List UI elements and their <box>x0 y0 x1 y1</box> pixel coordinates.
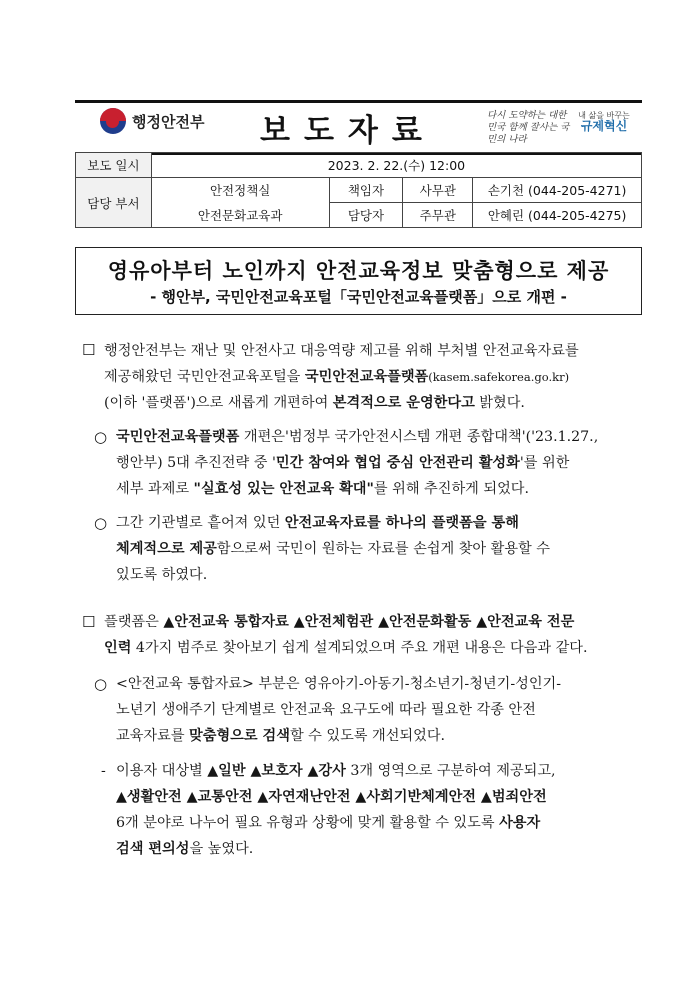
emphasis-text: 인력 <box>104 640 132 656</box>
text-run: 을 높였다. <box>189 841 254 857</box>
text-line <box>104 364 649 390</box>
brand-name: 규제혁신 <box>580 119 628 133</box>
paragraph-3 <box>116 510 646 588</box>
release-info-table <box>75 152 642 228</box>
emphasis-text: 맞춤형으로 검색 <box>189 728 290 744</box>
emphasis-text: 사용자 <box>499 815 541 831</box>
square-bullet-icon: ☐ <box>82 341 96 359</box>
emphasis-text: ▲생활안전 ▲교통안전 ▲자연재난안전 ▲사회기반체계안전 ▲범죄안전 <box>116 789 547 805</box>
text-line: <안전교육 통합자료> 부분은 영유아기-아동기-청소년기-청년기-성인기- <box>116 676 562 692</box>
taegeuk-emblem-icon <box>100 108 126 134</box>
text-line <box>116 510 646 536</box>
text-line <box>116 836 646 862</box>
square-bullet-icon: ☐ <box>82 613 96 631</box>
text-run: '를 위한 <box>519 455 570 471</box>
contact-person: 안혜린 (044-205-4275) <box>473 203 642 228</box>
text-line <box>116 784 646 810</box>
paragraph-5 <box>116 671 646 749</box>
text-line <box>116 536 646 562</box>
release-date-label: 보도 일시 <box>76 153 152 178</box>
emphasis-text: 국민안전교육플랫폼 <box>116 429 240 445</box>
text-line <box>116 723 646 749</box>
dash-bullet-icon: - <box>101 763 106 779</box>
text-run: 6개 분야로 나누어 필요 유형과 상황에 맞게 활용할 수 있도록 <box>116 815 500 831</box>
emphasis-text: 국민안전교육플랫폼 <box>304 369 429 385</box>
text-line <box>116 476 646 502</box>
text-run: 세부 과제로 <box>116 481 194 497</box>
paragraph-2 <box>116 424 646 502</box>
circle-bullet-icon: ○ <box>94 428 108 446</box>
platform-url: (kasem.safekorea.go.kr) <box>428 370 570 384</box>
text-run: 4가지 범주로 찾아보기 쉽게 설계되었으며 주요 개편 내용은 다음과 같다. <box>131 640 588 656</box>
headline-subtitle: - 행안부, 국민안전교육포털「국민안전교육플랫폼」으로 개편 - <box>150 288 567 306</box>
emphasis-text: "실효성 있는 안전교육 확대" <box>193 481 374 497</box>
emphasis-text: ▲안전교육 통합자료 ▲안전체험관 ▲안전문화활동 ▲안전교육 전문 <box>163 614 575 630</box>
paragraph-1 <box>104 338 649 416</box>
circle-bullet-icon: ○ <box>94 514 108 532</box>
division-name: 안전문화교육과 <box>151 203 329 228</box>
text-line: 행정안전부는 재난 및 안전사고 대응역량 제고를 위해 부처별 안전교육자료를 <box>104 343 579 359</box>
text-run: (이하 '플랫폼')으로 새롭게 개편하여 <box>104 395 333 411</box>
text-run: 플랫폼은 <box>104 614 164 630</box>
text-run: 를 위해 추진하게 되었다. <box>373 481 529 497</box>
text-line <box>116 810 646 836</box>
emphasis-text: 검색 편의성 <box>116 841 190 857</box>
regulation-innovation-logo <box>571 110 637 132</box>
text-line: 있도록 하였다. <box>116 567 208 583</box>
text-line: 노년기 생애주기 단계별로 안전교육 요구도에 따라 필요한 각종 안전 <box>116 702 536 718</box>
text-run: 할 수 있도록 개선되었다. <box>289 728 446 744</box>
text-run: 그간 기관별로 흩어져 있던 <box>116 515 285 531</box>
paragraph-6 <box>116 758 646 862</box>
contact-rank: 사무관 <box>403 178 473 203</box>
text-line <box>116 758 646 784</box>
contact-person: 손기천 (044-205-4271) <box>473 178 642 203</box>
text-line <box>116 450 646 476</box>
release-date-value: 2023. 2. 22.(수) 12:00 <box>151 153 641 178</box>
text-run: 교육자료를 <box>116 728 190 744</box>
text-line <box>104 635 649 661</box>
text-line <box>104 609 649 635</box>
text-run: 이용자 대상별 <box>116 763 208 779</box>
emphasis-text: 체계적으로 제공 <box>116 541 217 557</box>
contact-rank: 주무관 <box>403 203 473 228</box>
headline-title: 영유아부터 노인까지 안전교육정보 맞춤형으로 제공 <box>107 259 610 283</box>
text-run: 제공해왔던 국민안전교육포털을 <box>104 369 305 385</box>
emphasis-text: 민간 참여와 협업 중심 안전관리 활성화 <box>275 455 520 471</box>
headline-box <box>75 247 642 315</box>
ministry-logo <box>100 108 204 134</box>
paragraph-4 <box>104 609 649 661</box>
text-run: 행안부) 5대 추진전략 중 ' <box>116 455 276 471</box>
department-label: 담당 부서 <box>76 178 152 228</box>
contact-role: 책임자 <box>329 178 403 203</box>
text-line <box>104 390 649 416</box>
press-release-title: 보도자료 <box>260 113 436 149</box>
text-run: 3개 영역으로 구분하여 제공되고, <box>345 763 556 779</box>
text-line <box>116 424 646 450</box>
brand-tagline: 내 삶을 바꾸는 <box>578 111 630 120</box>
emphasis-text: 안전교육자료를 하나의 플랫폼을 통해 <box>284 515 519 531</box>
ministry-name: 행정안전부 <box>132 112 205 131</box>
government-slogan: 다시 도약하는 대한민국 함께 잘사는 국민의 나라 <box>487 110 570 145</box>
text-run: 개편은'범정부 국가안전시스템 개편 종합대책'('23.1.27., <box>239 429 599 445</box>
text-run: 함으로써 국민이 원하는 자료를 손쉽게 찾아 활용할 수 <box>216 541 550 557</box>
department-name: 안전정책실 <box>151 178 329 203</box>
text-run: 밝혔다. <box>474 395 525 411</box>
emphasis-text: ▲일반 ▲보호자 ▲강사 <box>207 763 346 779</box>
circle-bullet-icon: ○ <box>94 675 108 693</box>
contact-role: 담당자 <box>329 203 403 228</box>
emphasis-text: 본격적으로 운영한다고 <box>332 395 475 411</box>
